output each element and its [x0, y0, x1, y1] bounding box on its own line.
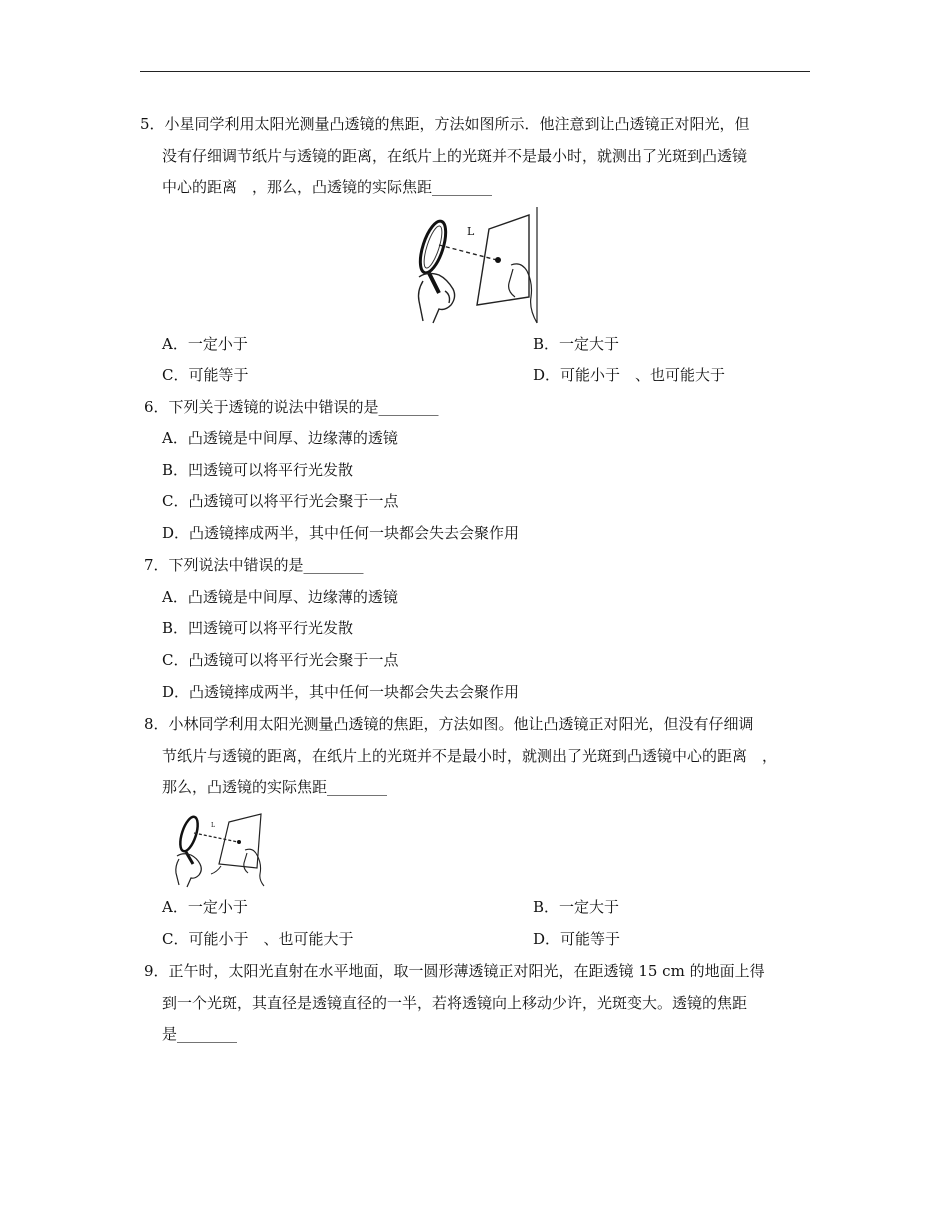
q8-number: 8． — [144, 715, 169, 733]
q8-distance-line — [194, 833, 238, 842]
q6-option-d: D．凸透镜摔成两半，其中任何一块都会失去会聚作用 — [162, 524, 520, 542]
q9-stem-1: 正午时，太阳光直射在水平地面，取一圆形薄透镜正对阳光，在距透镜 15 cm 的地面上得 — [168, 962, 765, 980]
q8-line-1 — [144, 714, 754, 734]
q7-stem — [144, 555, 364, 575]
q8-option-b: B．一定大于 — [533, 898, 620, 916]
q8-option-d: D．可能等于 — [533, 930, 621, 948]
q6-stem — [144, 397, 439, 417]
q5-line-1 — [140, 114, 750, 134]
q8-figure-svg — [165, 806, 275, 888]
q5-line-2: 没有仔细调节纸片与透镜的距离，在纸片上的光斑并不是最小时，就测出了光斑到凸透镜 — [162, 147, 748, 165]
q5-lens-rim — [415, 218, 451, 276]
q5-option-d: D．可能小于 、也可能大于 — [533, 366, 726, 384]
q5-light-spot — [495, 257, 501, 263]
header-rule — [140, 71, 810, 72]
q5-option-a: A．一定小于 — [162, 335, 248, 353]
q9-line-3: 是________ — [162, 1025, 238, 1043]
q9-number: 9． — [144, 962, 169, 980]
q7-option-b: B．凹透镜可以将平行光发散 — [162, 619, 354, 637]
q5-line-3: 中心的距离 ，那么，凸透镜的实际焦距________ — [162, 178, 493, 196]
q8-lens-rim — [177, 815, 201, 854]
q6-option-c: C．凸透镜可以将平行光会聚于一点 — [162, 492, 399, 510]
q7-option-a: A．凸透镜是中间厚、边缘薄的透镜 — [162, 588, 398, 606]
q5-stem-1: 小星同学利用太阳光测量凸透镜的焦距，方法如图所示．他注意到让凸透镜正对阳光，但 — [164, 115, 750, 133]
q7-option-d: D．凸透镜摔成两半，其中任何一块都会失去会聚作用 — [162, 683, 520, 701]
q5-lens-handle — [429, 273, 439, 293]
q8-light-spot — [237, 840, 241, 844]
q5-figure-lens-measurement — [405, 205, 545, 325]
q9-line-2: 到一个光斑，其直径是透镜直径的一半，若将透镜向上移动少许，光斑变大。透镜的焦距 — [162, 994, 748, 1012]
q5-lens-glass — [420, 224, 445, 270]
q7-option-c: C．凸透镜可以将平行光会聚于一点 — [162, 651, 399, 669]
q5-paper — [477, 215, 529, 305]
q7-stem-text: 下列说法中错误的是________ — [168, 556, 364, 574]
q5-option-c: C．可能等于 — [162, 366, 249, 384]
q5-right-hand — [509, 207, 537, 323]
q8-line-3: 那么，凸透镜的实际焦距________ — [162, 778, 388, 796]
q6-option-a: A．凸透镜是中间厚、边缘薄的透镜 — [162, 429, 398, 447]
q5-figure-svg — [405, 205, 545, 325]
q8-hand-detail — [211, 866, 221, 874]
q8-figure-lens-measurement — [165, 806, 275, 888]
q6-number: 6． — [144, 398, 169, 416]
q5-option-b: B．一定大于 — [533, 335, 620, 353]
q5-figure-label: L — [467, 225, 475, 238]
q8-line-2: 节纸片与透镜的距离，在纸片上的光斑并不是最小时，就测出了光斑到凸透镜中心的距离 ， — [162, 747, 778, 765]
q6-option-b: B．凹透镜可以将平行光发散 — [162, 461, 354, 479]
q8-option-a: A．一定小于 — [162, 898, 248, 916]
q6-stem-text: 下列关于透镜的说法中错误的是________ — [168, 398, 439, 416]
q8-option-c: C．可能小于 、也可能大于 — [162, 930, 354, 948]
q8-figure-label: L — [211, 822, 215, 829]
q8-stem-1: 小林同学利用太阳光测量凸透镜的焦距，方法如图。他让凸透镜正对阳光，但没有仔细调 — [168, 715, 754, 733]
q9-line-1 — [144, 961, 765, 981]
q5-number: 5． — [140, 115, 165, 133]
q5-left-hand — [419, 273, 455, 323]
q5-distance-line — [439, 245, 497, 260]
q7-number: 7． — [144, 556, 169, 574]
